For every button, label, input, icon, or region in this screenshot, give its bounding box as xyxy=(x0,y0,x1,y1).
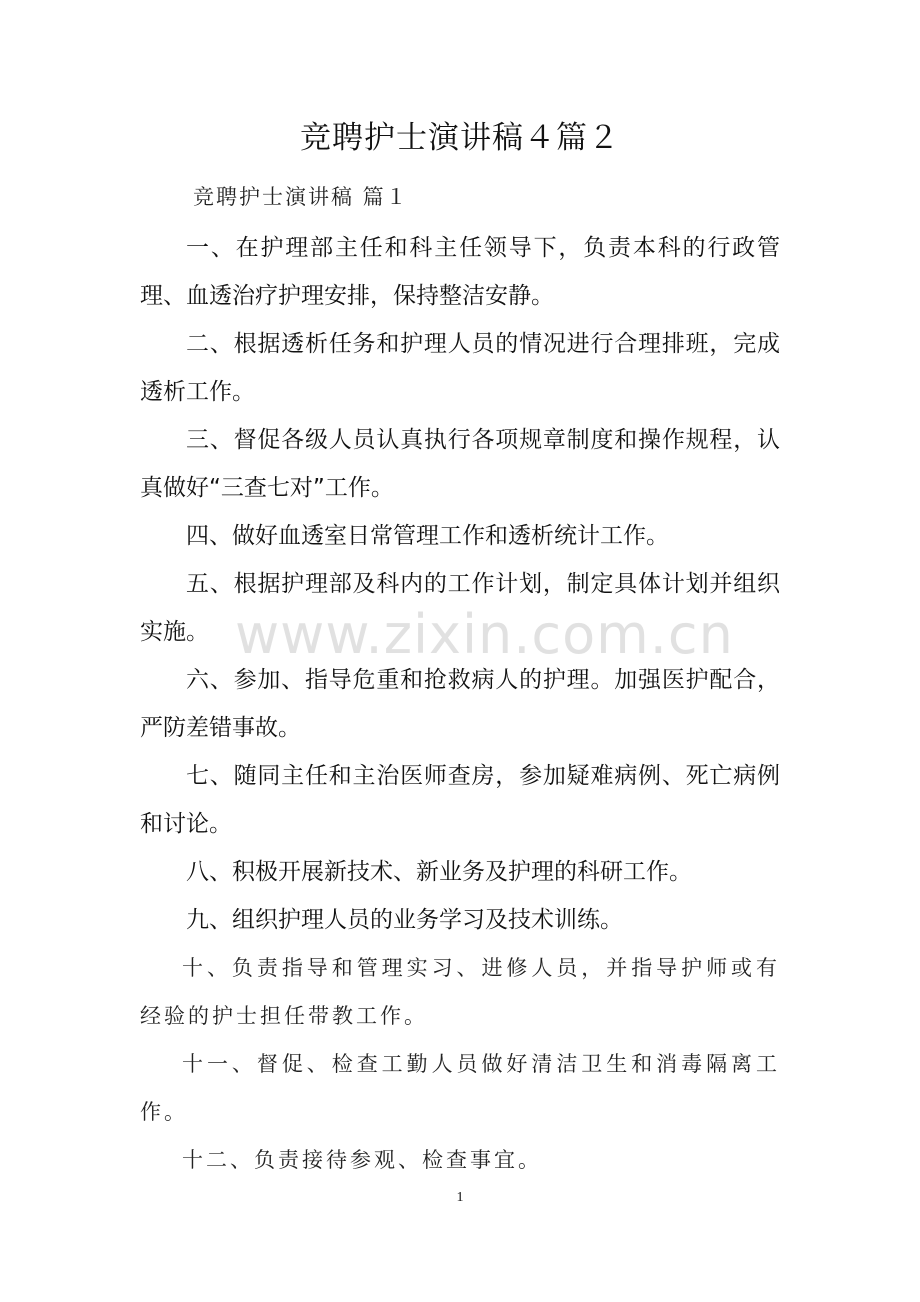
paragraph-3: 三、督促各级人员认真执行各项规章制度和操作规程，认真做好“三查七对”工作。 xyxy=(140,427,780,501)
watermark: www.zixin.com.cn xyxy=(235,603,734,666)
document-body xyxy=(140,224,780,1184)
paragraph-7: 七、随同主任和主治医师查房，参加疑难病例、死亡病例和讨论。 xyxy=(140,763,780,837)
paragraph-8: 八、积极开展新技术、新业务及护理的科研工作。 xyxy=(186,859,692,885)
paragraph-5: 五、根据护理部及科内的工作计划，制定具体计划并组织实施。 xyxy=(140,571,780,645)
document-title: 竞聘护士演讲稿４篇２ xyxy=(300,120,620,156)
paragraph-2: 二、根据透析任务和护理人员的情况进行合理排班，完成透析工作。 xyxy=(140,331,780,405)
page-number: 1 xyxy=(456,1190,464,1205)
paragraph-6: 六、参加、指导危重和抢救病人的护理。加强医护配合，严防差错事故。 xyxy=(140,667,780,741)
paragraph-9: 九、组织护理人员的业务学习及技术训练。 xyxy=(186,907,623,933)
paragraph-10: 十、负责指导和管理实习、进修人员，并指导护师或有经验的护士担任带教工作。 xyxy=(140,956,780,1028)
paragraph-4: 四、做好血透室日常管理工作和透析统计工作。 xyxy=(186,523,669,549)
paragraph-11: 十一、督促、检查工勤人员做好清洁卫生和消毒隔离工作。 xyxy=(140,1052,780,1124)
document-subtitle: 竞聘护士演讲稿 篇１ xyxy=(193,185,409,209)
paragraph-1: 一、在护理部主任和科主任领导下，负责本科的行政管理、血透治疗护理安排，保持整洁安静。 xyxy=(140,235,780,309)
paragraph-12: 十二、负责接待参观、检查事宜。 xyxy=(182,1148,542,1172)
